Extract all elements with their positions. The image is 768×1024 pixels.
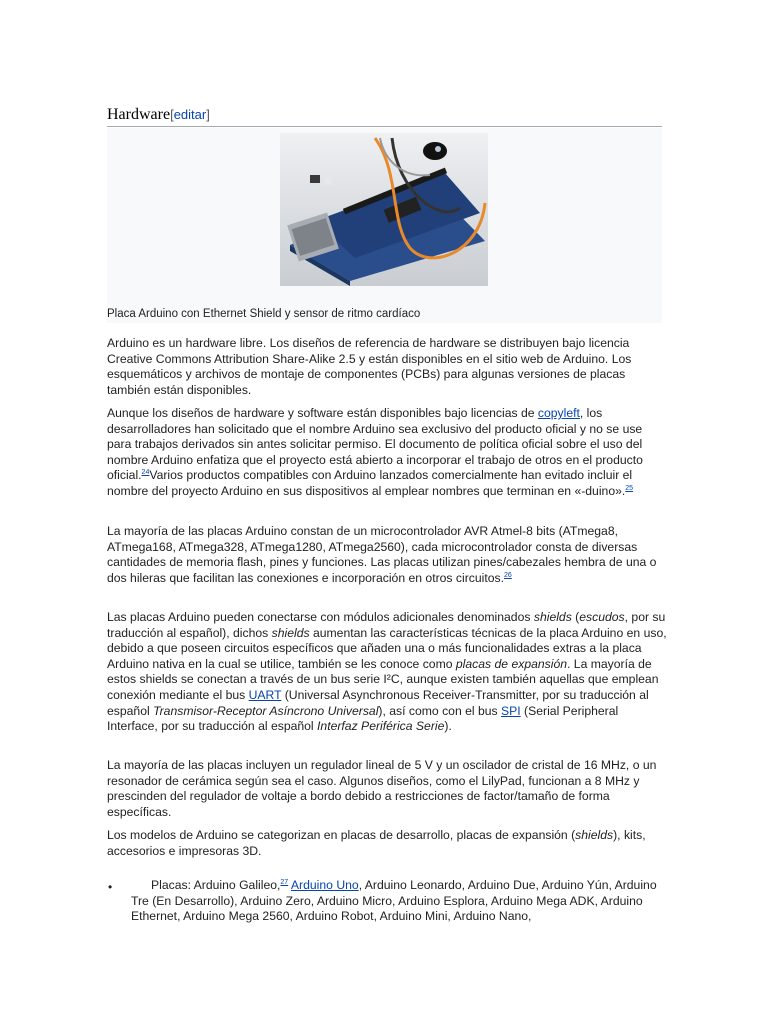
text: , los desarrolladores han solicitado que el nombre Arduino sea exclusivo del producto oficial y no se use para trabajos derivados sin antes solicitar permiso. El documento de política oficial sobre el uso del nombre Arduino enfatiza que el proyecto está abierto a incorporar el trabajo de otros en el producto oficial. — [107, 406, 643, 483]
paragraph-regulator: La mayoría de las placas incluyen un regulador lineal de 5 V y un oscilador de cristal de 16 MHz, o un resonador de cerámica según sea el caso. Algunos diseños, como el LilyPad, funcionan a 8 MHz y prescinden del regulador de voltaje a bordo debido a restricciones de factor/tamaño de forma específicas. — [107, 758, 657, 819]
italic-text: Interfaz Periférica Serie — [317, 719, 445, 734]
spi-link[interactable]: SPI — [501, 703, 521, 718]
text: Varios productos compatibles con Arduino lanzados comercialmente han evitado incluir el nombre del proyecto Arduino en sus dispositivos al emplear nombres que terminan en «-duino». — [107, 468, 633, 498]
text: Placas: Arduino Galileo, — [151, 878, 281, 892]
text: (Universal Asynchronous Receiver-Transmitter, por su traducción al español — [107, 687, 649, 718]
text: (Serial Peripheral Interface, por su traducción al español — [107, 703, 619, 734]
text: , Arduino Leonardo, Arduino Due, Arduino Yún, Arduino Tre (En Desarrollo), Arduino Zero, Arduino Micro, Arduino Esplora, Arduino Mega ADK, Arduino Ethernet, Arduino Mega 2560, Arduino Robot, Arduino Mini, Arduino Nano, — [131, 878, 657, 924]
edit-bracket-close: ] — [206, 107, 210, 122]
italic-text: placas de expansión — [455, 656, 568, 671]
paragraph-intro: Arduino es un hardware libre. Los diseños de referencia de hardware se distribuyen bajo licencia Creative Commons Attribution Share-Alike 2.5 y están disponibles en el sitio web de Arduino. Los esquemáticos y archivos de montaje de componentes (PCBs) para algunas versiones de placas también están disponibles. — [107, 336, 632, 397]
text: La mayoría de las placas Arduino constan de un microcontrolador AVR Atmel-8 bits (ATmega8, ATmega168, ATmega328, ATmega1280, ATmega2560), cada microcontrolador consta de diversas cantidades de memoria flash, pines y funciones. Las placas utilizan pines/cabezales hembra de una o dos hileras que facilitan las conexiones e incorporación en otros circuitos. — [107, 524, 657, 585]
figure-caption: Placa Arduino con Ethernet Shield y sensor de ritmo cardíaco — [107, 308, 421, 320]
text: Aunque los diseños de hardware y software están disponibles bajo licencias de — [107, 406, 538, 420]
figure — [107, 128, 662, 323]
text: . La mayoría de estos shields se conectan a través de un bus serie I²C, aunque existen también aquellas que emplean conexión mediante el bus — [107, 656, 659, 702]
uart-link[interactable]: UART — [248, 687, 282, 702]
arduino-uno-link[interactable]: Arduino Uno — [290, 878, 359, 892]
copyleft-link[interactable]: copyleft — [537, 406, 580, 420]
text: ( — [571, 610, 580, 624]
italic-text: shields — [533, 610, 572, 624]
italic-text: shields — [271, 625, 310, 640]
italic-text: escudos — [579, 610, 625, 624]
paragraph-models — [107, 828, 667, 859]
text: Las placas Arduino pueden conectarse con módulos adicionales denominados — [107, 610, 534, 624]
text: ). — [444, 719, 452, 734]
text: Los modelos de Arduino se categorizan en placas de desarrollo, placas de expansión ( — [107, 828, 576, 842]
arduino-photo[interactable] — [280, 133, 488, 286]
paragraph-copyleft — [107, 406, 667, 500]
edit-link[interactable]: editar — [173, 107, 207, 122]
italic-text: Transmisor-Receptor Asíncrono Universal — [153, 703, 379, 718]
reference-link[interactable]: 25 — [625, 484, 634, 492]
bullet-icon: • — [108, 880, 113, 894]
reference-25[interactable] — [625, 485, 633, 492]
section-heading — [107, 106, 662, 127]
paragraph-shields — [107, 610, 667, 735]
reference-link[interactable]: 24 — [141, 469, 150, 477]
reference-26[interactable] — [504, 572, 512, 579]
italic-text: shields — [575, 828, 614, 842]
reference-27[interactable] — [280, 879, 288, 886]
text: aumentan las características técnicas de la placa Arduino en uso, debido a que poseen circuitos específicos que añaden una o más funcionalidades extras a la placa Arduino nativa en la cual se utilice, también se les conoce como — [107, 625, 667, 671]
paragraph-microcontroller — [107, 524, 667, 586]
reference-link[interactable]: 26 — [504, 571, 512, 579]
section-title: Hardware — [107, 106, 171, 123]
list-item — [131, 878, 661, 925]
text: , por su traducción al español), dichos — [107, 610, 666, 640]
edit-bracket-open: [ — [170, 107, 174, 122]
text: ), así como con el bus — [378, 703, 502, 718]
reference-link[interactable]: 27 — [280, 878, 289, 886]
text: ), kits, accesorios e impresoras 3D. — [107, 828, 646, 858]
